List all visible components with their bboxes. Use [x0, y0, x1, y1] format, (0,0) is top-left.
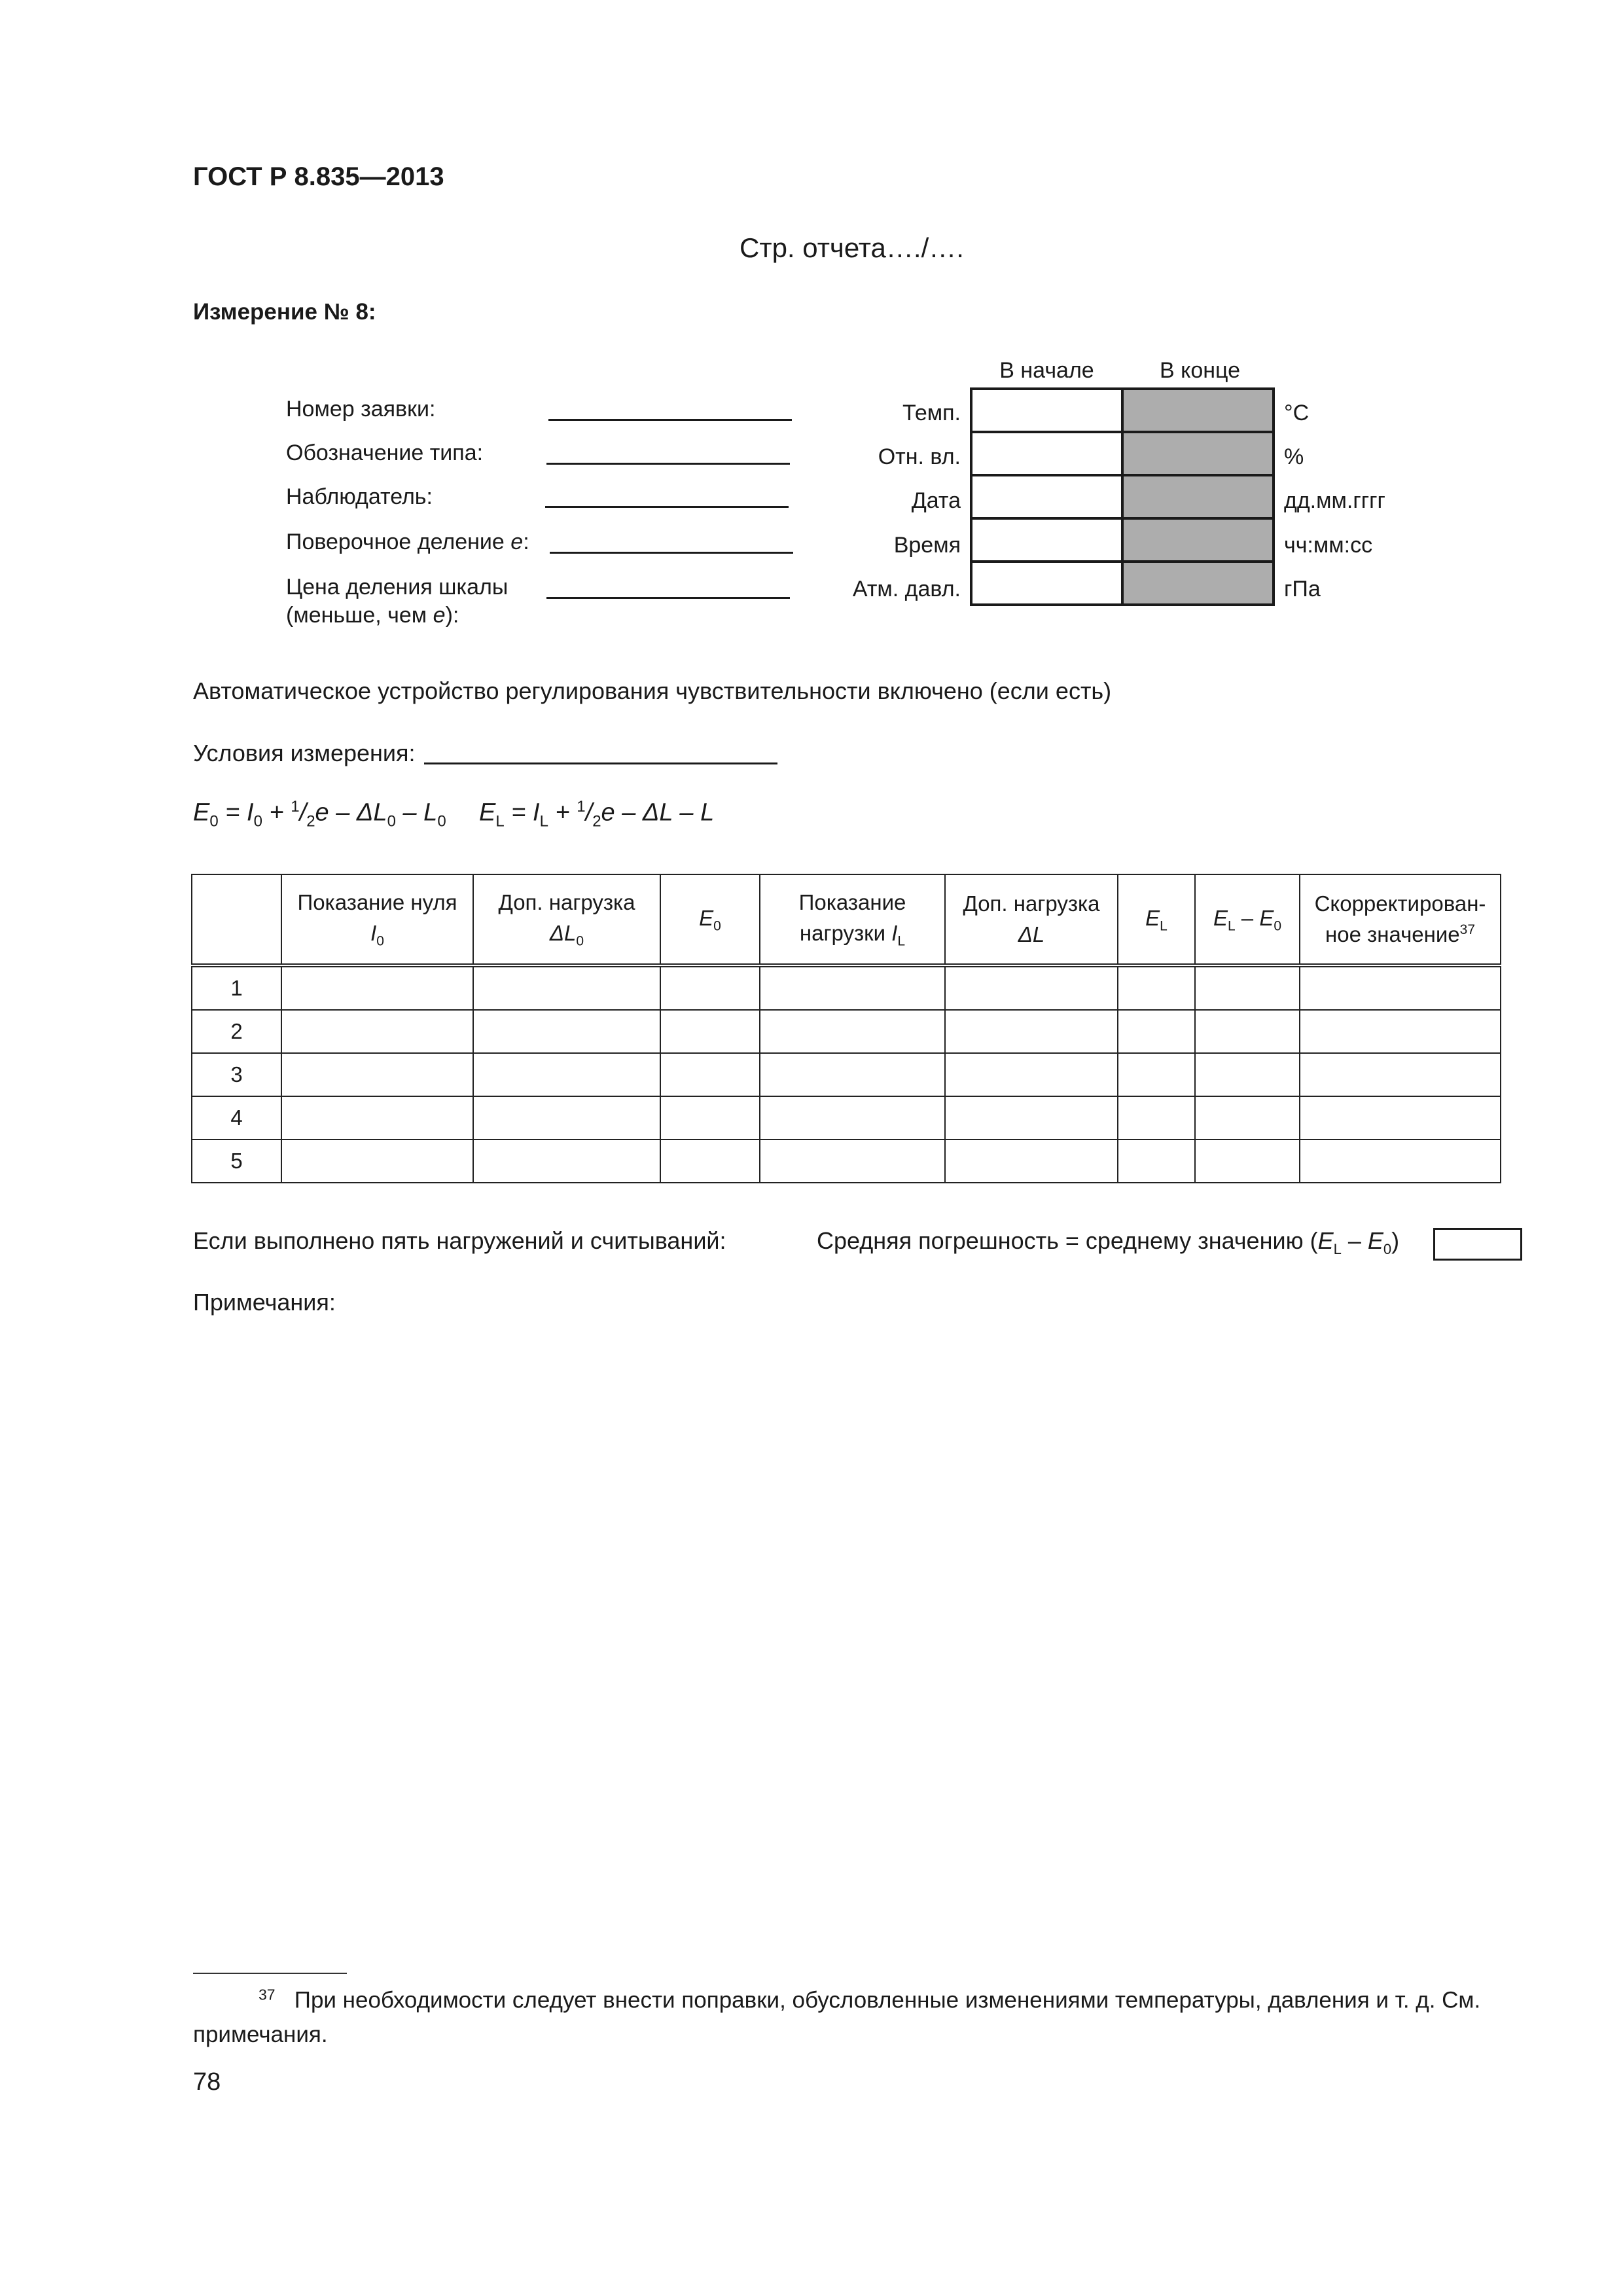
diff-sym-b: E: [1259, 905, 1274, 930]
scale-interval-line1: Цена деления шкалы: [286, 575, 508, 600]
formula-e0: $E_0 = I_0 + ^1/_2e - \Delta L_0 - L_0$: [193, 798, 446, 831]
table-cell[interactable]: [1300, 1010, 1501, 1053]
notes-label: Примечания:: [193, 1289, 336, 1316]
extra-load-symbol: [946, 920, 1117, 950]
zero-reading-symbol: $I_0$: [370, 920, 384, 949]
scale-interval-line2: [286, 601, 508, 630]
load-reading-sym: I: [891, 920, 898, 945]
average-error-text: Средняя погрешность = среднему значению $(E_L - E_0)$: [817, 1227, 1400, 1258]
table-cell[interactable]: [1300, 1139, 1501, 1183]
table-cell[interactable]: [1300, 1096, 1501, 1139]
table-cell[interactable]: [281, 1053, 473, 1096]
table-row: [192, 1096, 1501, 1139]
measurement-table: [191, 874, 1501, 1183]
table-row: [192, 1053, 1501, 1096]
el-minus-e0-header: $E_L - E_0$: [1195, 874, 1300, 965]
corrected-title-2-wrap: [1300, 920, 1500, 950]
formula-el: $E_L = I_L + ^1/_2e - \Delta L - L$: [479, 798, 715, 831]
type-designation-label: Обозначение типа:: [286, 440, 484, 465]
date-end-cell[interactable]: [1122, 475, 1274, 518]
humidity-end-cell[interactable]: [1122, 432, 1274, 475]
extra-load-header: [945, 874, 1118, 965]
row-number: 2: [192, 1010, 281, 1053]
row-number-header: [192, 874, 281, 965]
corrected-title-1: Скорректирован-: [1314, 891, 1486, 916]
table-cell[interactable]: [1195, 1096, 1300, 1139]
table-cell[interactable]: [760, 1139, 945, 1183]
table-row: [192, 1010, 1501, 1053]
table-cell[interactable]: [281, 965, 473, 1010]
table-cell[interactable]: [473, 1096, 660, 1139]
time-unit: чч:мм:сс: [1284, 533, 1373, 558]
corrected-title-2: ное значение: [1325, 922, 1460, 946]
table-row: [192, 965, 1501, 1010]
e0-header: $E_0$: [660, 874, 760, 965]
table-cell[interactable]: [281, 1096, 473, 1139]
table-cell[interactable]: [945, 1139, 1118, 1183]
table-cell[interactable]: [281, 1139, 473, 1183]
table-cell[interactable]: [1118, 1139, 1195, 1183]
table-cell[interactable]: [1195, 1139, 1300, 1183]
table-cell[interactable]: [760, 1010, 945, 1053]
table-cell[interactable]: [1300, 965, 1501, 1010]
table-cell[interactable]: [1118, 965, 1195, 1010]
table-cell[interactable]: [281, 1010, 473, 1053]
measurement-conditions-label: Условия измерения:: [193, 740, 416, 766]
verification-interval-var: e: [510, 529, 524, 554]
temp-unit: °C: [1284, 401, 1310, 425]
load-reading-word: нагрузки: [799, 920, 886, 945]
col-end-header: В конце: [1159, 358, 1241, 383]
row-number: 4: [192, 1096, 281, 1139]
pressure-label: Атм. давл.: [852, 577, 961, 601]
observer-label: Наблюдатель:: [286, 484, 433, 509]
date-start-cell[interactable]: [971, 475, 1122, 518]
load-reading-title: Показание: [798, 890, 906, 915]
time-label: Время: [893, 533, 961, 558]
five-loadings-text: Если выполнено пять нагружений и считываний:: [193, 1227, 726, 1254]
row-number: 5: [192, 1139, 281, 1183]
temp-end-cell[interactable]: [1122, 389, 1274, 432]
diff-sym-a: E: [1213, 905, 1228, 930]
pressure-start-cell[interactable]: [971, 562, 1122, 605]
footnote-text: При необходимости следует внести поправки, обусловленные изменениями температуры, давления и т. д. См. примечания.: [193, 1987, 1481, 2048]
scale-interval-label: [286, 573, 508, 629]
extra-load-title: Доп. нагрузка: [963, 891, 1100, 916]
e0-sym: E: [699, 905, 714, 930]
table-cell[interactable]: [945, 1010, 1118, 1053]
humidity-label: Отн. вл.: [878, 444, 961, 469]
row-number: 1: [192, 965, 281, 1010]
standard-code: ГОСТ Р 8.835—2013: [193, 162, 444, 191]
table-cell[interactable]: [1195, 965, 1300, 1010]
extra-load-zero-title: Доп. нагрузка: [498, 890, 635, 915]
footnote-number: 37: [259, 1986, 276, 2003]
col-start-header: В начале: [999, 358, 1094, 383]
table-cell[interactable]: [1300, 1053, 1501, 1096]
table-cell[interactable]: [660, 1010, 760, 1053]
footnote-divider: [193, 1973, 347, 1974]
table-cell[interactable]: [760, 1096, 945, 1139]
table-cell[interactable]: [473, 1010, 660, 1053]
auto-device-text: Автоматическое устройство регулирования чувствительности включено (если есть): [193, 677, 1112, 704]
table-cell[interactable]: [945, 1053, 1118, 1096]
zero-reading-title: Показание нуля: [297, 890, 457, 915]
measurement-title: Измерение № 8:: [193, 299, 376, 325]
extra-load-zero-header: [473, 874, 660, 965]
extra-load-zero-sym: ΔL: [549, 920, 577, 945]
footnote-ref: 37: [1459, 922, 1475, 937]
scale-interval-prefix: (меньше, чем: [286, 602, 427, 628]
conditions-grid: [970, 387, 1275, 606]
average-error-field[interactable]: [1433, 1228, 1522, 1261]
average-error-label: Средняя погрешность = среднему значению (: [817, 1227, 1318, 1254]
table-cell[interactable]: [1195, 1010, 1300, 1053]
pressure-end-cell[interactable]: [1122, 562, 1274, 605]
table-cell[interactable]: [473, 1139, 660, 1183]
table-cell[interactable]: [660, 1096, 760, 1139]
verification-interval-text: Поверочное деление: [286, 529, 505, 554]
load-reading-symbol: нагрузки $I_L$: [799, 920, 906, 949]
table-row: [192, 1139, 1501, 1183]
date-unit: дд.мм.гггг: [1284, 488, 1385, 513]
table-cell[interactable]: [945, 965, 1118, 1010]
temp-label: Темп.: [902, 401, 961, 425]
table-cell[interactable]: [660, 1053, 760, 1096]
table-cell[interactable]: [660, 965, 760, 1010]
request-no-label: Номер заявки:: [286, 397, 436, 422]
verification-interval-label: Поверочное деление e:: [286, 529, 529, 554]
table-cell[interactable]: [473, 1053, 660, 1096]
extra-load-sym: ΔL: [1018, 922, 1045, 946]
diff-sep: –: [1235, 905, 1260, 930]
table-cell[interactable]: [1118, 1096, 1195, 1139]
time-start-cell[interactable]: [971, 518, 1122, 562]
date-label: Дата: [911, 488, 961, 513]
temp-start-cell[interactable]: [971, 389, 1122, 432]
scale-interval-var: e: [433, 602, 446, 628]
extra-load-zero-symbol: $\Delta L_0$: [549, 920, 584, 949]
table-cell[interactable]: [1118, 1010, 1195, 1053]
time-end-cell[interactable]: [1122, 518, 1274, 562]
humidity-unit: %: [1284, 444, 1304, 469]
el-sym: E: [1145, 905, 1160, 930]
page-number: 78: [193, 2068, 221, 2096]
table-cell[interactable]: [473, 965, 660, 1010]
zero-reading-sym: I: [370, 920, 377, 945]
table-cell[interactable]: [1118, 1053, 1195, 1096]
table-cell[interactable]: [945, 1096, 1118, 1139]
corrected-value-header: [1300, 874, 1501, 965]
footnote: [193, 1983, 1522, 2053]
measurement-conditions-field[interactable]: [424, 762, 777, 764]
pressure-unit: гПа: [1284, 577, 1321, 601]
table-cell[interactable]: [760, 1053, 945, 1096]
humidity-start-cell[interactable]: [971, 432, 1122, 475]
load-reading-header: [760, 874, 945, 965]
el-header: $E_L$: [1118, 874, 1195, 965]
table-cell[interactable]: [1195, 1053, 1300, 1096]
report-page-ref: Стр. отчета…./….: [740, 232, 964, 263]
zero-reading-header: [281, 874, 473, 965]
row-number: 3: [192, 1053, 281, 1096]
table-cell[interactable]: [660, 1139, 760, 1183]
scale-interval-suffix: ):: [445, 602, 459, 628]
table-cell[interactable]: [760, 965, 945, 1010]
